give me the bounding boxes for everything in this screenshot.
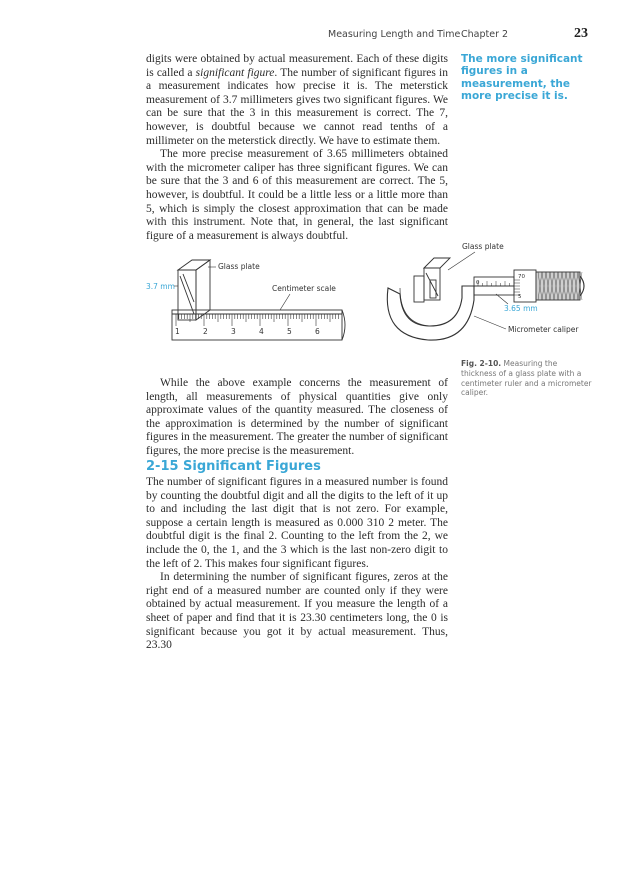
glass-plate-right-label: Glass plate [462, 242, 504, 251]
glass-plate-left [178, 260, 210, 320]
page-number: 23 [574, 26, 588, 41]
micrometer-illustration [387, 242, 584, 340]
centimeter-scale-label: Centimeter scale [272, 284, 336, 293]
ruler-illustration [146, 260, 345, 340]
body-text-top [146, 53, 448, 243]
paragraph-2: The more precise measurement of 3.65 millimeters obtained with the micrometer caliper has three significant figures. We can be sure that the 3 and 6 of this measurement are correct. The 5, however, is doubtful. It could be a little less or a little more than 5, which is simply the closest approximation that can be made with this instrument. Note that, in general, the last significant figure of a measurement is always doubtful. [146, 148, 448, 242]
running-header [0, 26, 640, 42]
reading-left-label: 3.7 mm [146, 282, 175, 291]
paragraph-4: The number of significant figures in a measured number is found by counting the doubtful digit and all the digits to the left of it up to and including the last digit that is not zero. For example, suppose a certain length is measured as 0.000 310 2 meter. The doubtful digit is the final 2. Counting to the left from the 2, we include the 0, the 1, and the 3 which is the last non-zero digit to the left of 2. This makes four significant figures. [146, 476, 448, 570]
section-heading: 2-15 Significant Figures [146, 459, 321, 474]
term-significant-figure: significant figure [195, 66, 275, 79]
paragraph-1-part-a: digits were obtained by actual measurement. Each of these digits is called a [146, 53, 448, 79]
micrometer-caliper-label: Micrometer caliper [508, 325, 579, 334]
chapter-label: Chapter 2 [461, 29, 509, 40]
ruler-number: 3 [231, 327, 236, 336]
ruler-number: 5 [287, 327, 292, 336]
figure-number: Fig. 2-10. [461, 359, 502, 368]
glass-plate-left-label: Glass plate [218, 262, 260, 271]
ruler-number: 2 [203, 327, 208, 336]
centimeter-ruler [172, 310, 345, 340]
figure-2-10 [130, 240, 600, 360]
thimble-top-number: 70 [518, 274, 525, 280]
paragraph-5: In determining the number of significant figures, zeros at the right end of a measured number are counted only if they were obtained by actual measurement. If you measure the length of a sheet of paper and find that it is 23.30 centimeters long, the 0 is significant because you got it by actual measurement. Thus, 23.30 [146, 571, 448, 652]
ruler-number: 6 [315, 327, 320, 336]
body-text-bottom [146, 476, 448, 653]
paragraph-3: While the above example concerns the measurement of length, all measurements of physical quantities give only approximate values of the quantity measured. The closeness of the approximation is determined by the number of significant figures in the measurement. The greater the number of significant figures, the more precise is the measurement. [146, 377, 448, 457]
sleeve-zero: 0 [476, 280, 480, 286]
running-title: Measuring Length and Time [328, 29, 461, 40]
ruler-number: 1 [175, 327, 180, 336]
body-text-middle [146, 377, 448, 459]
reading-right-label: 3.65 mm [504, 304, 538, 313]
figure-caption [461, 359, 593, 398]
paragraph-1-part-b: . The number of significant figures in a measurement indicates how precise it is. The meterstick measurement of 3.7 millimeters gives two significant figures. We can be sure that the 3 in this measurement is correct. The 7, however, is doubtful because we cannot read tenths of a millimeter on the meterstick directly. We have to estimate them. [146, 66, 448, 147]
margin-note: The more significant figures in a measurement, the more precise it is. [461, 53, 583, 103]
paragraph-1 [146, 53, 448, 148]
caption-text: Measuring the thickness of a glass plate with a centimeter ruler and a micrometer caliper. [461, 359, 592, 398]
thimble-mid-number: 5 [518, 294, 522, 300]
ruler-number: 4 [259, 327, 264, 336]
